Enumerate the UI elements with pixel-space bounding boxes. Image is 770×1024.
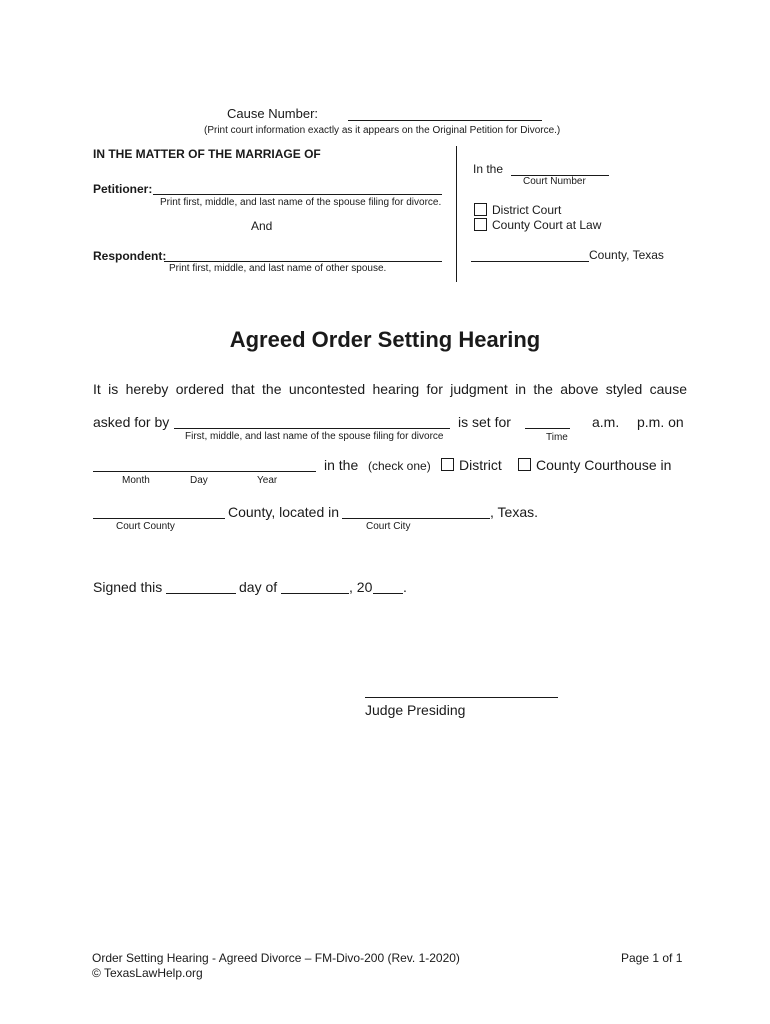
order-sentence: It is hereby ordered that the uncontested hearing for judgment in the above styled cause	[93, 381, 687, 397]
county-court-label: County Court at Law	[492, 218, 602, 232]
court-county-note: Court County	[116, 521, 175, 532]
am-option[interactable]: a.m.	[592, 414, 620, 430]
and-label: And	[251, 219, 273, 233]
header-divider	[456, 146, 457, 282]
matter-heading: IN THE MATTER OF THE MARRIAGE OF	[93, 147, 321, 161]
petitioner-label: Petitioner:	[93, 182, 153, 196]
in-the-label: In the	[473, 162, 504, 176]
year-note: Year	[257, 475, 278, 486]
court-number-note: Court Number	[523, 176, 586, 187]
district-court-label: District Court	[492, 203, 562, 217]
footer-form-id: Order Setting Hearing - Agreed Divorce – FM-Divo-200 (Rev. 1-2020)	[92, 951, 460, 965]
time-field[interactable]	[525, 428, 570, 429]
court-city-field[interactable]	[342, 518, 490, 519]
texas-text: , Texas.	[490, 504, 538, 520]
court-city-note: Court City	[366, 521, 411, 532]
county-courthouse-checkbox[interactable]	[518, 458, 531, 471]
time-note: Time	[546, 432, 568, 443]
respondent-note: Print first, middle, and last name of other spouse.	[169, 263, 387, 274]
day-of-label: day of	[239, 579, 278, 595]
cause-number-label: Cause Number:	[227, 106, 319, 121]
petitioner-name-field[interactable]	[153, 194, 442, 195]
check-one-note: (check one)	[368, 459, 431, 473]
district-checkbox[interactable]	[441, 458, 454, 471]
judge-signature-line[interactable]	[365, 697, 558, 698]
pm-option[interactable]: p.m. on	[637, 414, 684, 430]
county-located-in-text: County, located in	[228, 504, 340, 520]
comma-20-label: , 20	[349, 579, 373, 595]
court-county-field[interactable]	[93, 518, 225, 519]
is-set-for-label: is set for	[458, 414, 511, 430]
requesting-spouse-field[interactable]	[174, 428, 450, 429]
county-texas-label: County, Texas	[589, 248, 664, 262]
month-note: Month	[122, 475, 150, 486]
requesting-spouse-note: First, middle, and last name of the spouse filing for divorce	[185, 431, 444, 442]
in-the-text: in the	[324, 457, 359, 473]
county-courthouse-label: County Courthouse in	[536, 457, 672, 473]
asked-for-by-label: asked for by	[93, 414, 170, 430]
footer-copyright: © TexasLawHelp.org	[92, 966, 203, 980]
district-court-checkbox[interactable]	[474, 203, 487, 216]
footer-page-number: Page 1 of 1	[621, 951, 683, 965]
page-title: Agreed Order Setting Hearing	[229, 327, 541, 352]
signed-day-field[interactable]	[166, 593, 236, 594]
district-label: District	[459, 457, 502, 473]
signed-year-field[interactable]	[373, 593, 403, 594]
judge-presiding-label: Judge Presiding	[365, 702, 466, 718]
cause-number-field[interactable]	[348, 120, 542, 121]
signed-period: .	[403, 579, 407, 595]
cause-number-note: (Print court information exactly as it appears on the Original Petition for Divorce.)	[204, 125, 561, 136]
respondent-name-field[interactable]	[164, 261, 442, 262]
county-court-checkbox[interactable]	[474, 218, 487, 231]
signed-this-label: Signed this	[93, 579, 163, 595]
hearing-date-field[interactable]	[93, 471, 316, 472]
respondent-label: Respondent:	[93, 249, 167, 263]
petitioner-note: Print first, middle, and last name of the spouse filing for divorce.	[160, 197, 442, 208]
signed-month-field[interactable]	[281, 593, 349, 594]
county-field[interactable]	[471, 261, 589, 262]
day-note: Day	[190, 475, 208, 486]
